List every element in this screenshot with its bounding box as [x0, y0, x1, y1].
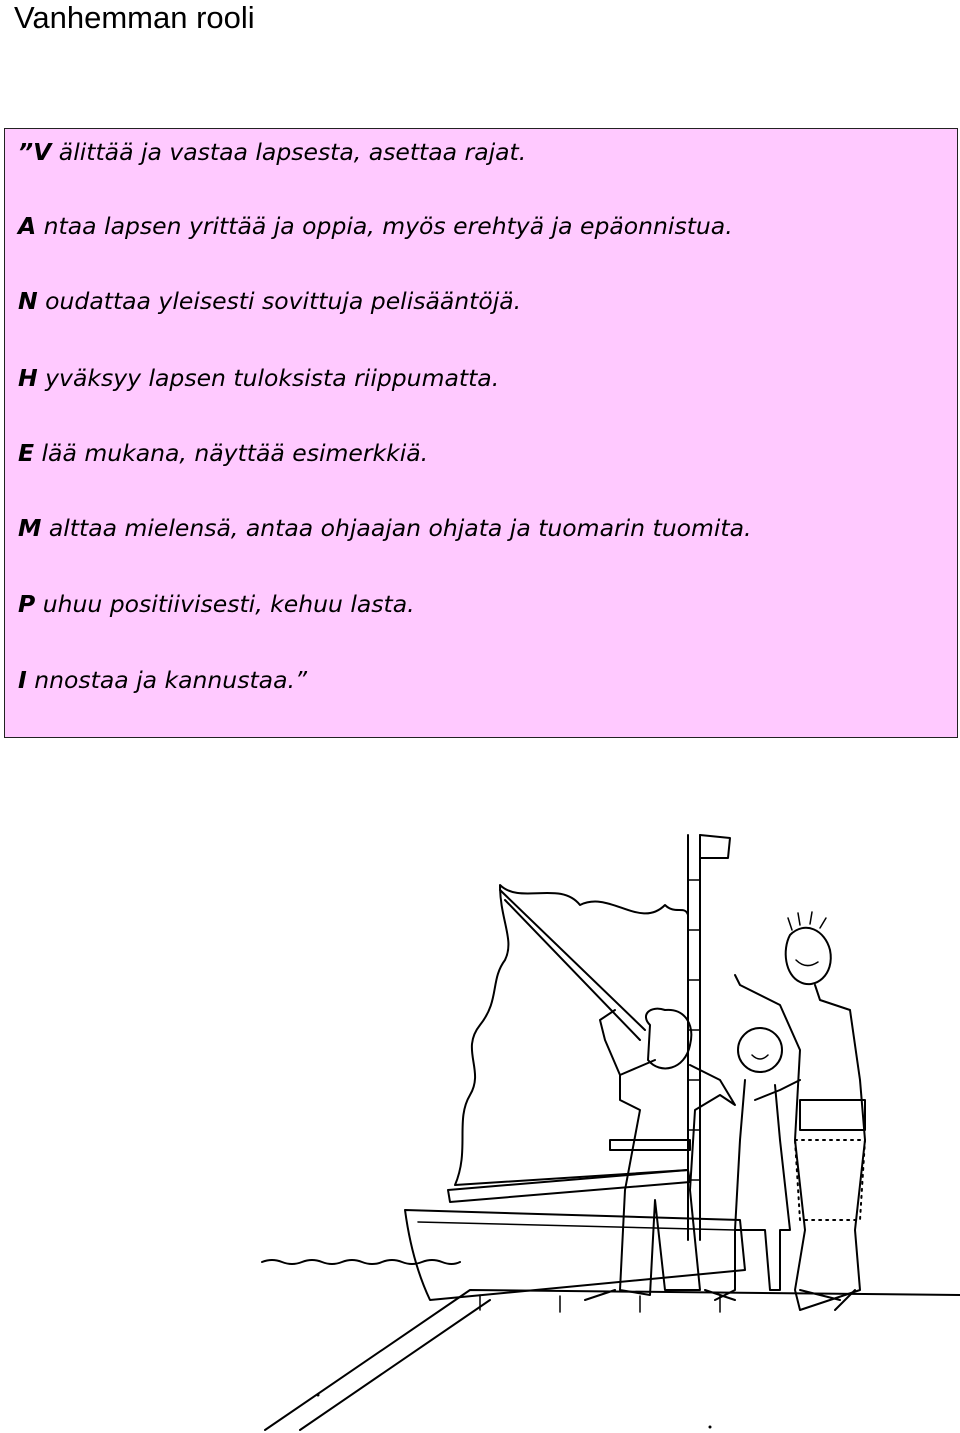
adult-figure: [735, 912, 865, 1310]
acrostic-line-v: [18, 137, 526, 167]
acrostic-text: oudattaa yleisesti sovittuja pelisääntöjä.: [37, 287, 522, 315]
acrostic-text: nnostaa ja kannustaa.”: [26, 666, 308, 694]
acrostic-line-e: [18, 438, 428, 468]
child-figure: [585, 1009, 735, 1300]
acrostic-line-p: [18, 589, 415, 619]
acrostic-line-m: [18, 513, 752, 543]
pier: [265, 1290, 960, 1430]
acrostic-text: lää mukana, näyttää esimerkkiä.: [34, 439, 429, 467]
acrostic-letter: E: [18, 439, 35, 467]
boy-figure: [715, 1028, 790, 1300]
acrostic-line-a: [18, 211, 733, 241]
acrostic-text: ntaa lapsen yrittää ja oppia, myös erehtyä ja epäonnistua.: [36, 212, 733, 240]
mast-flag-icon: [700, 835, 730, 858]
acrostic-line-i: [18, 665, 307, 695]
page-title: Vanhemman rooli: [14, 0, 255, 35]
acrostic-text: älittää ja vastaa lapsesta, asettaa rajat.: [51, 138, 527, 166]
acrostic-letter: M: [18, 514, 42, 542]
acrostic-text: yväksyy lapsen tuloksista riippumatta.: [37, 364, 500, 392]
acrostic-line-n: [18, 286, 521, 316]
acrostic-text: uhuu positiivisesti, kehuu lasta.: [35, 590, 415, 618]
acrostic-letter: P: [18, 590, 36, 618]
water-line: [262, 1260, 460, 1264]
acrostic-letter: I: [18, 666, 27, 694]
sailing-illustration: [250, 820, 960, 1433]
boom: [448, 1170, 690, 1202]
acrostic-letter: H: [18, 364, 38, 392]
acrostic-letter: N: [18, 287, 38, 315]
acrostic-line-h: [18, 363, 499, 393]
acrostic-letter: A: [18, 212, 37, 240]
acrostic-text: alttaa mielensä, antaa ohjaajan ohjata ja tuomarin tuomita.: [41, 514, 752, 542]
acrostic-box: [4, 128, 958, 738]
acrostic-letter: ”V: [18, 138, 52, 166]
